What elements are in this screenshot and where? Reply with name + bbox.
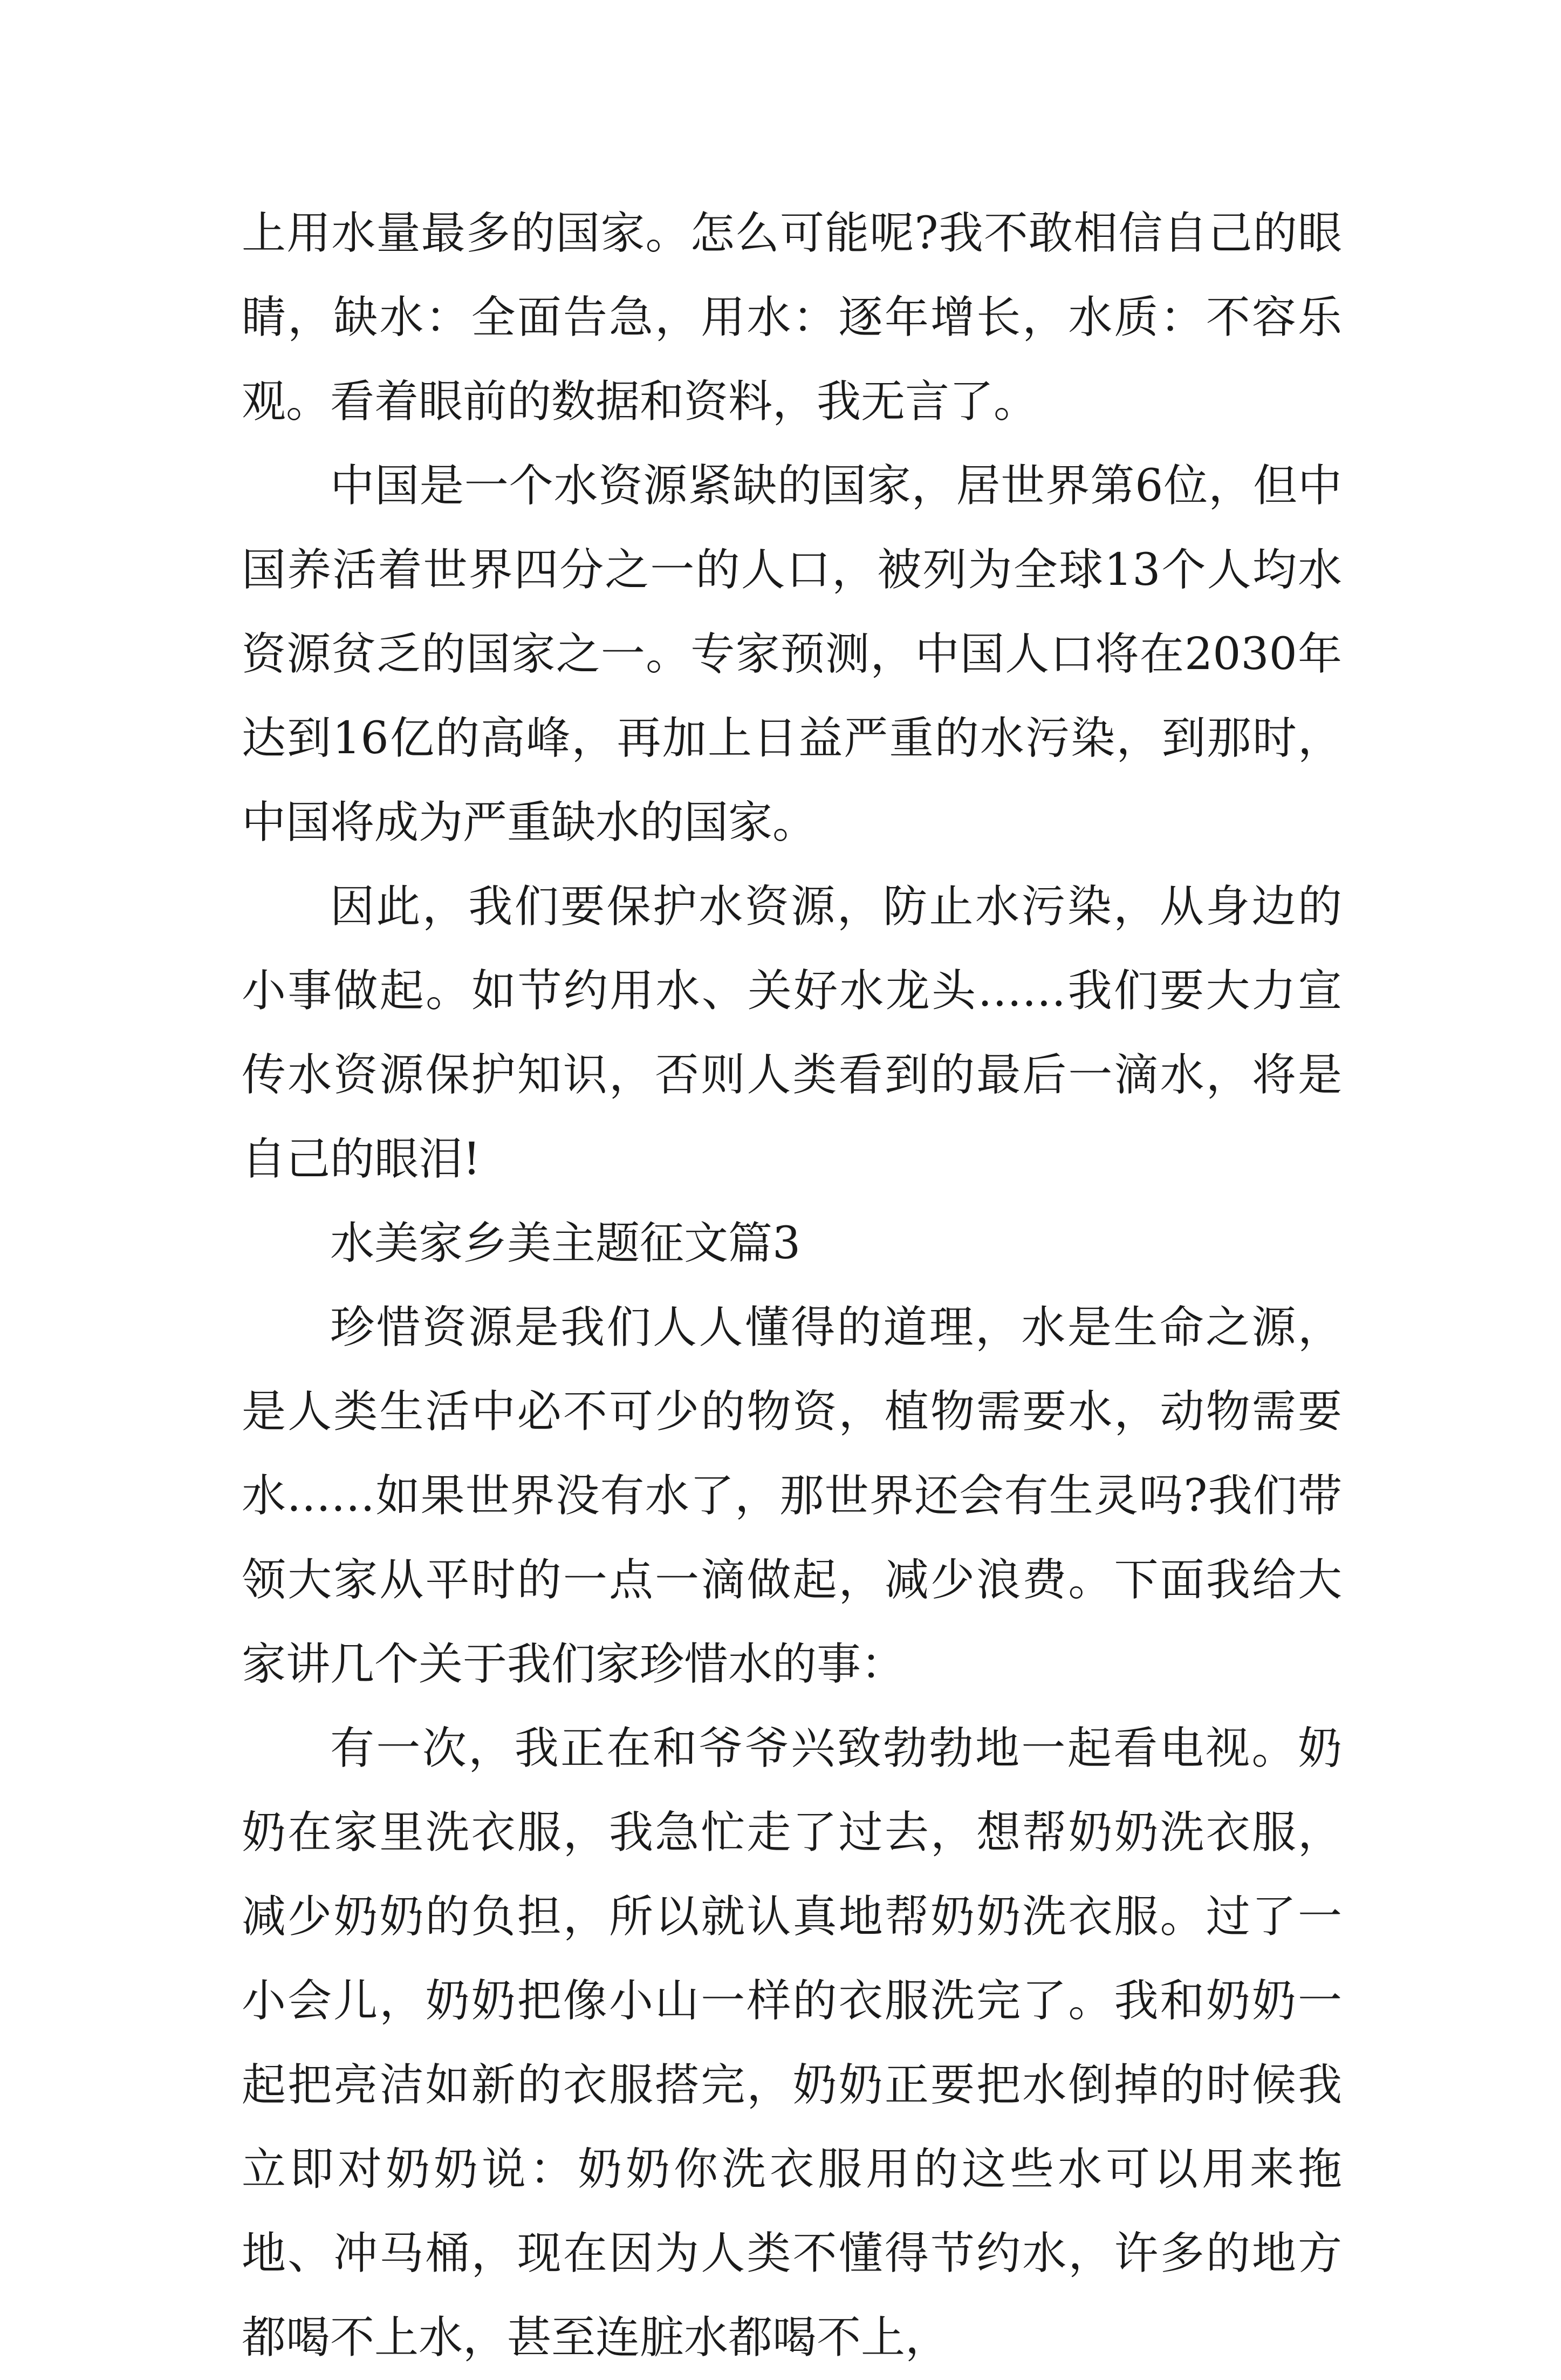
paragraph-1: 上用水量最多的国家。怎么可能呢?我不敢相信自己的眼睛，缺水：全面告急，用水：逐年增长，水质：不容乐观。看着眼前的数据和资料，我无言了。 bbox=[242, 208, 1342, 427]
paragraph-2: 中国是一个水资源紧缺的国家，居世界第6位，但中国养活着世界四分之一的人口，被列为全球13个人均水资源贫乏的国家之一。专家预测，中国人口将在2030年达到16亿的高峰，再加上日益严重的水污染，到那时，中国将成为严重缺水的国家。 bbox=[242, 460, 1342, 848]
document-page bbox=[242, 192, 1342, 2380]
paragraph-4: 珍惜资源是我们人人懂得的道理，水是生命之源，是人类生活中必不可少的物资，植物需要水，动物需要水……如果世界没有水了，那世界还会有生灵吗?我们带领大家从平时的一点一滴做起，减少浪费。下面我给大家讲几个关于我们家珍惜水的事： bbox=[242, 1302, 1342, 1690]
section-heading: 水美家乡美主题征文篇3 bbox=[330, 1218, 801, 1269]
paragraph-5: 有一次，我正在和爷爷兴致勃勃地一起看电视。奶奶在家里洗衣服，我急忙走了过去，想帮奶奶洗衣服，减少奶奶的负担，所以就认真地帮奶奶洗衣服。过了一小会儿，奶奶把像小山一样的衣服洗完了。我和奶奶一起把亮洁如新的衣服搭完，奶奶正要把水倒掉的时候我立即对奶奶说：奶奶你洗衣服用的这些水可以用来拖地、冲马桶，现在因为人类不懂得节约水，许多的地方都喝不上水，甚至连脏水都喝不上， bbox=[242, 1723, 1342, 2363]
paragraph-3: 因此，我们要保护水资源，防止水污染，从身边的小事做起。如节约用水、关好水龙头……我们要大力宣传水资源保护知识，否则人类看到的最后一滴水，将是自己的眼泪! bbox=[242, 881, 1342, 1185]
